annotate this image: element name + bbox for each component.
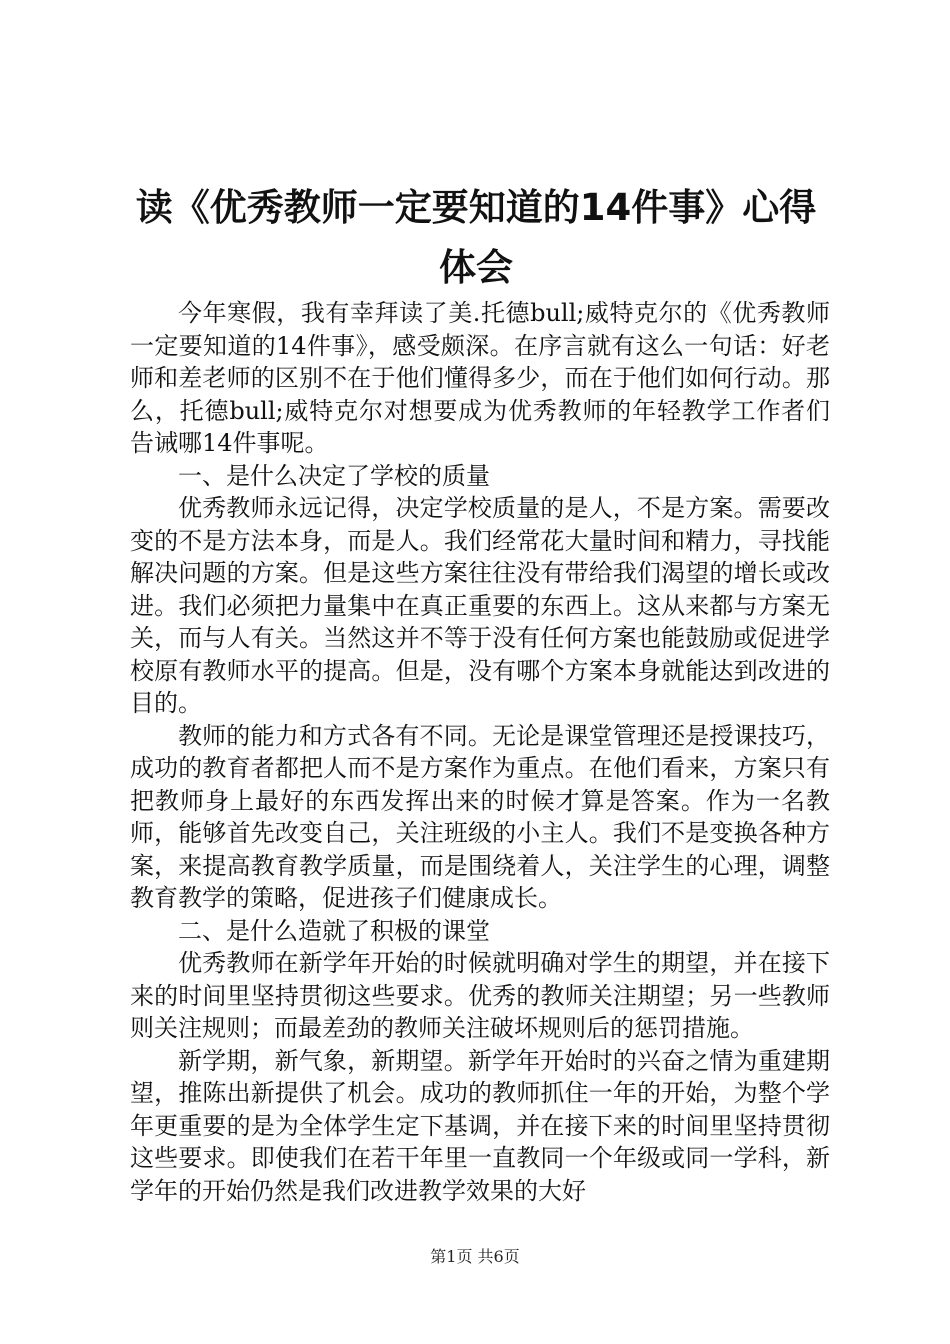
page-footer [0, 1244, 950, 1267]
paragraph: 教师的能力和方式各有不同。无论是课堂管理还是授课技巧，成功的教育者都把人而不是方案作为重点。在他们看来，方案只有把教师身上最好的东西发挥出来的时候才算是答案。作为一名教师，能够首先改变自己，关注班级的小主人。我们不是变换各种方案，来提高教育教学质量，而是围绕着人，关注学生的心理，调整教育教学的策略，促进孩子们健康成长。 [130, 721, 830, 912]
document-title: 读《优秀教师一定要知道的14件事》心得体会 [135, 186, 817, 289]
section-heading: 二、是什么造就了积极的课堂 [178, 916, 490, 945]
paragraph: 优秀教师永远记得，决定学校质量的是人，不是方案。需要改变的不是方法本身，而是人。我们经常花大量时间和精力，寻找能解决问题的方案。但是这些方案往往没有带给我们渴望的增长或改进。我们必须把力量集中在真正重要的东西上。这从来都与方案无关，而与人有关。当然这并不等于没有任何方案也能鼓励或促进学校原有教师水平的提高。但是，没有哪个方案本身就能达到改进的目的。 [130, 494, 830, 717]
paragraph: 优秀教师在新学年开始的时候就明确对学生的期望，并在接下来的时间里坚持贯彻这些要求。优秀的教师关注期望；另一些教师则关注规则；而最差劲的教师关注破坏规则后的惩罚措施。 [130, 949, 830, 1042]
page-number: 第1页 [430, 1247, 473, 1266]
paragraph: 新学期，新气象，新期望。新学年开始时的兴奋之情为重建期望，推陈出新提供了机会。成功的教师抓住一年的开始，为整个学年更重要的是为全体学生定下基调，并在接下来的时间里坚持贯彻这些要求。即使我们在若干年里一直教同一个年级或同一学科，新学年的开始仍然是我们改进教学效果的大好 [130, 1046, 830, 1205]
section-heading: 一、是什么决定了学校的质量 [178, 461, 490, 490]
document-body [130, 297, 830, 1207]
page-total: 共6页 [477, 1247, 520, 1266]
paragraph: 今年寒假，我有幸拜读了美.托德bull;威特克尔的《优秀教师一定要知道的14件事》，感受颇深。在序言就有这么一句话：好老师和差老师的区别不在于他们懂得多少，而在于他们如何行动。那么，托德bull;威特克尔对想要成为优秀教师的年轻教学工作者们告诫哪14件事呢。 [130, 299, 830, 457]
